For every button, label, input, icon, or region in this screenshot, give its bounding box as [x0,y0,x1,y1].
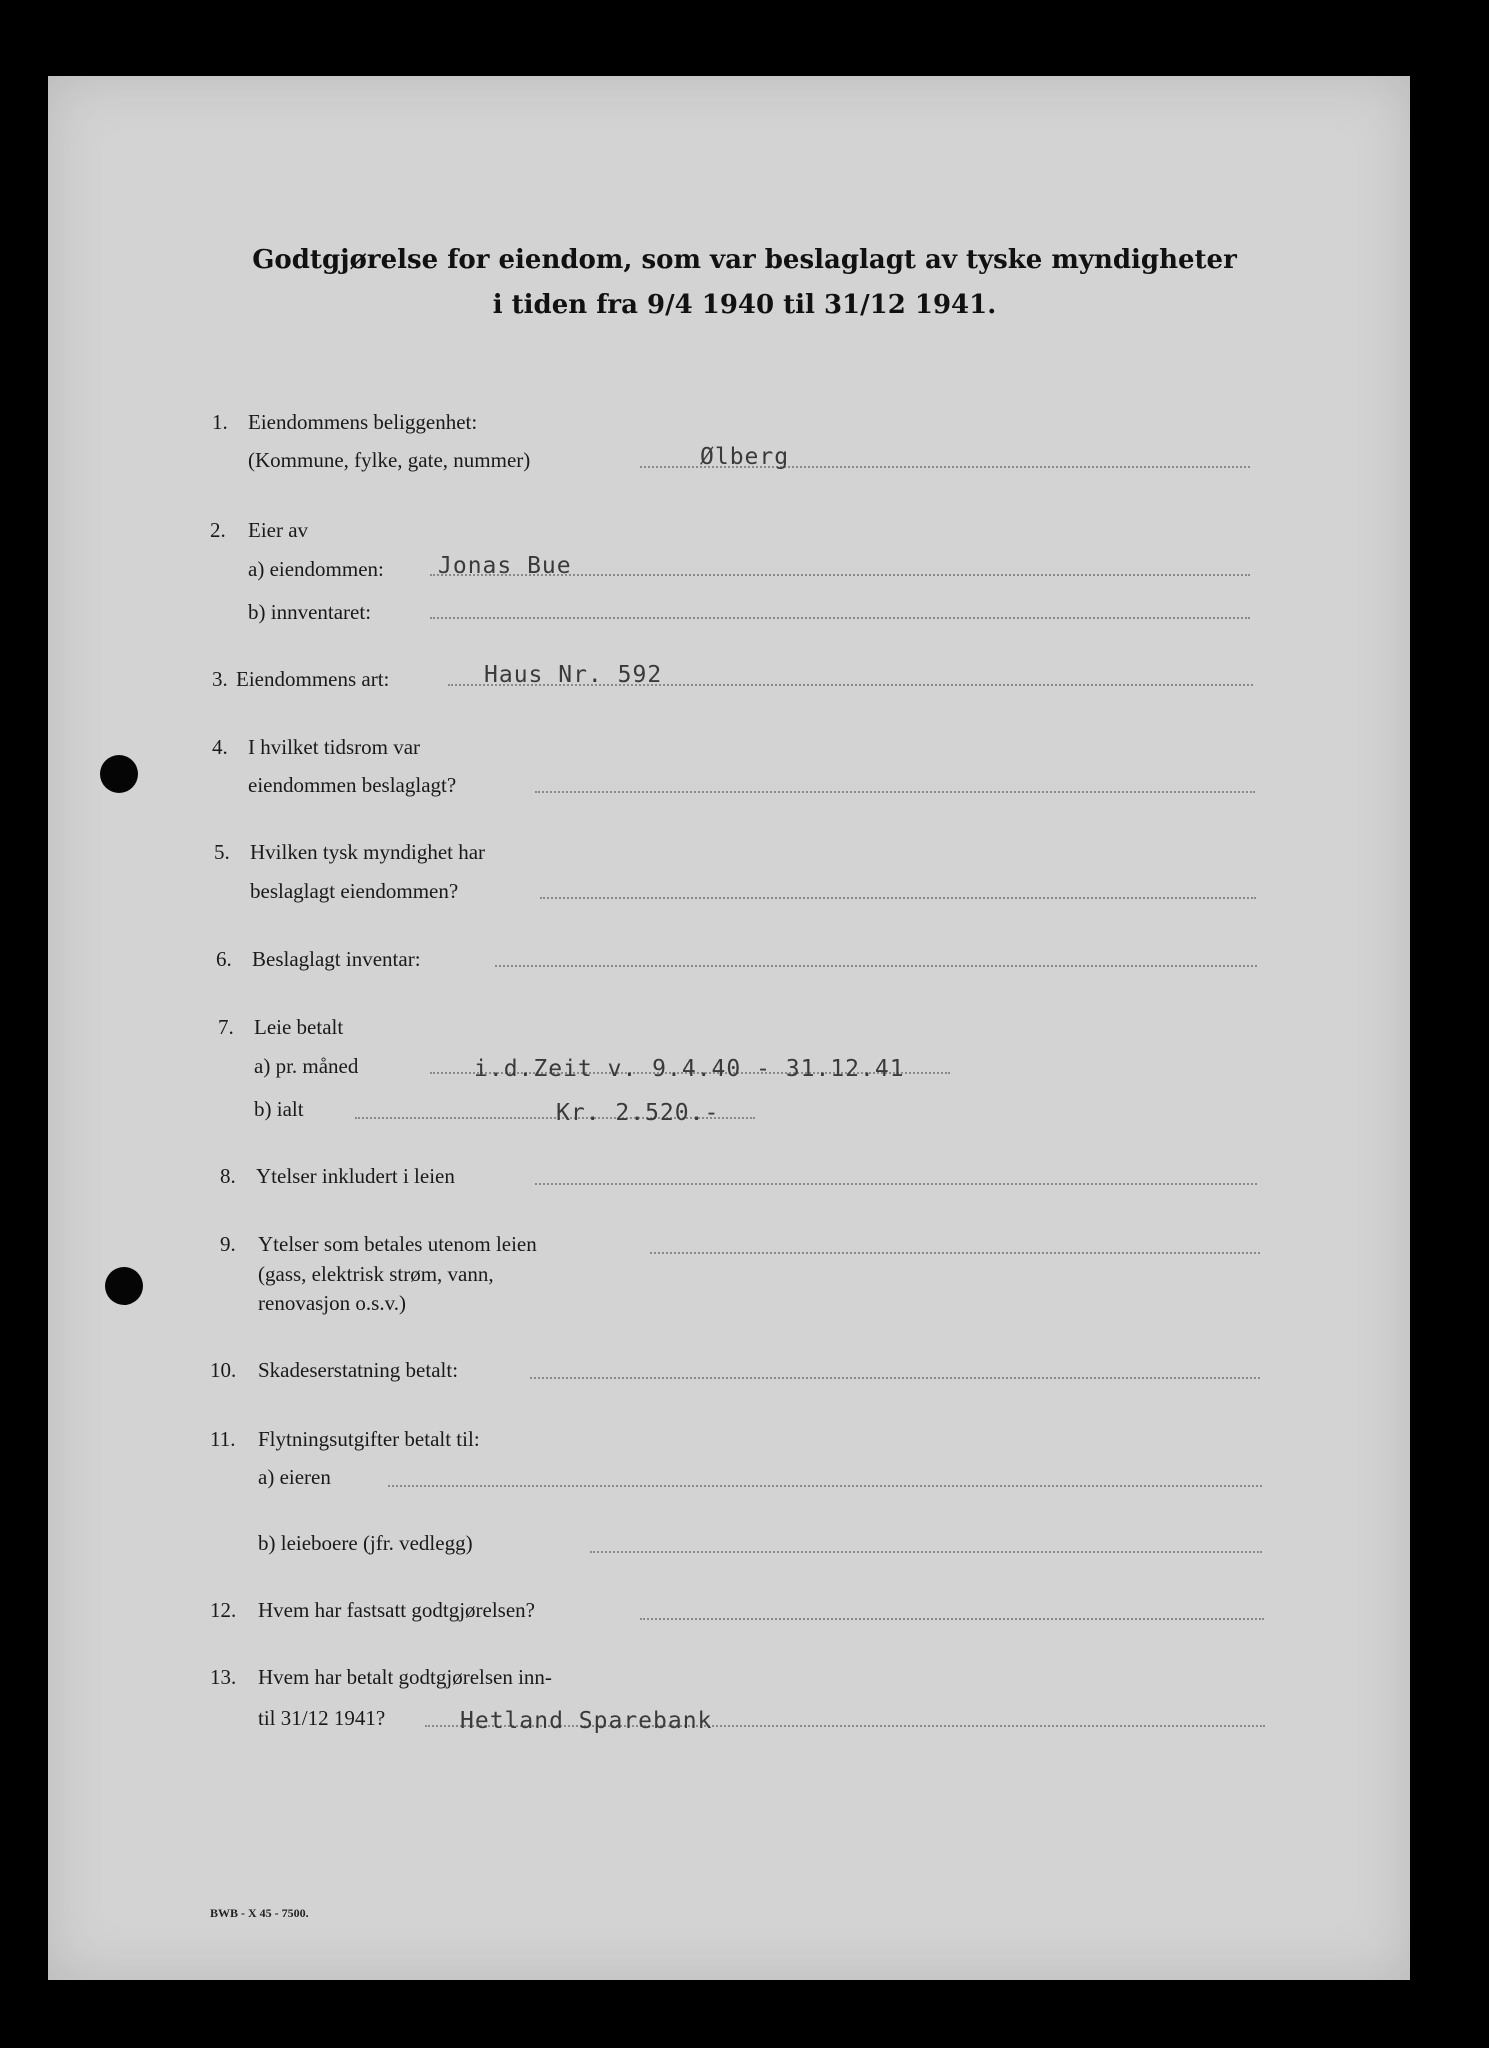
item-7b-value: Kr. 2.520.- [556,1100,720,1126]
item-13-value: Hetland Sparebank [460,1708,713,1734]
punch-hole-top [100,755,138,793]
item-2a-label: a) eiendommen: [248,557,384,581]
item-4-number: 4. [212,735,228,759]
item-9-number: 9. [220,1232,236,1256]
item-2b-dotted-line [430,617,1250,619]
item-10-number: 10. [210,1358,237,1382]
item-2b-label: b) innventaret: [248,600,372,624]
item-2-number: 2. [210,518,226,542]
item-1-number: 1. [212,410,228,434]
item-6-label: Beslaglagt inventar: [252,947,421,971]
form-title-line-1: Godtgjørelse for eiendom, som var beslaglagt av tyske myndigheter [252,245,1237,275]
item-9-sublabel-1: (gass, elektrisk strøm, vann, [258,1262,494,1286]
item-5-label: Hvilken tysk myndighet har [250,840,486,864]
item-7a-label: a) pr. måned [254,1054,359,1078]
item-1-value: Ølberg [700,444,790,470]
item-2a-value: Jonas Bue [438,553,572,579]
item-8-label: Ytelser inkludert i leien [256,1164,455,1188]
item-11-label: Flytningsutgifter betalt til: [258,1427,480,1451]
item-5-number: 5. [214,840,230,864]
item-3-number: 3. [212,667,228,691]
item-5-dotted-line [540,897,1256,899]
item-10-label: Skadeserstatning betalt: [258,1358,459,1382]
item-4-sublabel: eiendommen beslaglagt? [248,773,457,797]
item-13-label: Hvem har betalt godtgjørelsen inn- [258,1665,552,1689]
item-13-sublabel: til 31/12 1941? [258,1706,386,1730]
item-10-dotted-line [530,1377,1260,1379]
form-title-line-2: i tiden fra 9/4 1940 til 31/12 1941. [492,290,997,320]
item-8-dotted-line [535,1183,1257,1185]
item-11a-label: a) eieren [258,1465,331,1489]
item-7b-label: b) ialt [254,1097,304,1121]
item-8-number: 8. [220,1164,236,1188]
item-4-label: I hvilket tidsrom var [248,735,421,759]
item-3-value: Haus Nr. 592 [484,662,663,688]
form-print-code: BWB - X 45 - 7500. [210,1906,309,1920]
item-12-label: Hvem har fastsatt godtgjørelsen? [258,1598,535,1622]
item-13-number: 13. [210,1665,237,1689]
item-11-number: 11. [210,1427,236,1451]
item-9-dotted-line [650,1252,1260,1254]
item-6-number: 6. [216,947,232,971]
punch-hole-bottom [105,1267,143,1305]
item-11b-label: b) leieboere (jfr. vedlegg) [258,1531,473,1555]
item-12-dotted-line [640,1618,1264,1620]
item-3-label: Eiendommens art: [236,667,390,691]
item-2-label: Eier av [248,518,309,542]
item-12-number: 12. [210,1598,237,1622]
item-6-dotted-line [495,965,1257,967]
item-9-sublabel-2: renovasjon o.s.v.) [258,1291,406,1315]
item-9-label: Ytelser som betales utenom leien [258,1232,537,1256]
item-4-dotted-line [535,791,1255,793]
item-11a-dotted-line [388,1485,1262,1487]
item-1-label: Eiendommens beliggenhet: [248,410,478,434]
item-7-label: Leie betalt [254,1015,344,1039]
item-5-sublabel: beslaglagt eiendommen? [250,879,459,903]
item-11b-dotted-line [590,1551,1262,1553]
form-sheet [48,76,1410,1980]
item-7a-value: i.d.Zeit v. 9.4.40 - 31.12.41 [474,1056,905,1082]
item-7-number: 7. [218,1015,234,1039]
item-1-sublabel: (Kommune, fylke, gate, nummer) [248,448,531,472]
